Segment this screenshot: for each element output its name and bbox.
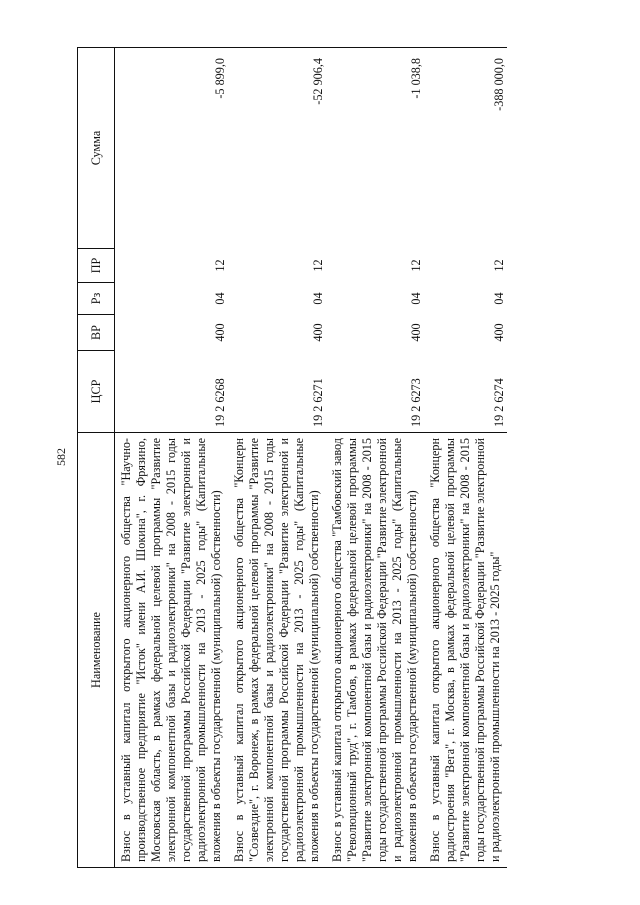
row-vr: 400 xyxy=(409,323,423,342)
row-pr: 12 xyxy=(213,259,227,272)
table-row xyxy=(326,48,424,868)
header-pr: ПР xyxy=(78,249,115,283)
row-vr: 400 xyxy=(311,323,325,342)
row-vr: 400 xyxy=(492,323,506,342)
table-row xyxy=(424,48,507,868)
row-pr: 12 xyxy=(492,259,506,272)
row-name: Взнос в уставный капитал открытого акционерного общества "Тамбовский завод "Революционный труд", г. Тамбов, в рамках федеральной целевой программы "Развитие электронной компонентной базы и радиоэлектроники" на 2008 - 2015 годы государственной программы Российской Федерации "Развитие электронной и радиоэлектронной промышленности на 2013 - 2025 годы" (Капитальные вложения в объекты государственной (муниципальной) собственности) xyxy=(326,433,424,868)
page-number: 582 xyxy=(54,448,68,466)
row-sum: -388 000,0 xyxy=(424,48,507,249)
budget-table xyxy=(77,47,507,868)
row-name: Взнос в уставный капитал открытого акционерного общества "Концерн радиостроения "Вега", г. Москва, в рамках федеральной целевой программы "Развитие электронной компонентной базы и радиоэлектроники" на 2008 - 2015 годы государственной программы Российской Федерации "Развитие электронной и радиоэлектронной промышленности на 2013 - 2025 годы" xyxy=(424,433,507,868)
row-csr: 19 2 6271 xyxy=(311,378,325,427)
row-name: Взнос в уставный капитал открытого акционерного общества "Концерн "Созвездие", г. Воронеж, в рамках федеральной целевой программы "Развитие электронной компонентной базы и радиоэлектроники" на 2008 - 2015 годы государственной программы Российской Федерации "Развитие электронной и радиоэлектронной промышленности на 2013 - 2025 годы" (Капитальные вложения в объекты государственной (муниципальной) собственности) xyxy=(228,433,326,868)
row-pr: 12 xyxy=(311,259,325,272)
row-csr: 19 2 6273 xyxy=(409,378,423,427)
row-csr: 19 2 6274 xyxy=(492,378,506,427)
row-rz: 04 xyxy=(409,292,423,305)
row-vr: 400 xyxy=(213,323,227,342)
header-sum: Сумма xyxy=(78,48,115,249)
table-header xyxy=(78,48,115,868)
header-vr: ВР xyxy=(78,315,115,351)
header-csr: ЦСР xyxy=(78,351,115,433)
rotated-page-content xyxy=(77,48,589,868)
row-sum: -1 038,8 xyxy=(326,48,424,249)
table-body xyxy=(115,48,508,868)
header-rz: Рз xyxy=(78,283,115,315)
table-row xyxy=(115,48,229,868)
row-sum: -52 906,4 xyxy=(228,48,326,249)
row-sum: -5 899,0 xyxy=(115,48,229,249)
row-rz: 04 xyxy=(213,292,227,305)
table-row xyxy=(228,48,326,868)
row-rz: 04 xyxy=(492,292,506,305)
row-pr: 12 xyxy=(409,259,423,272)
row-csr: 19 2 6268 xyxy=(213,378,227,427)
header-name: Наименование xyxy=(78,433,115,868)
row-rz: 04 xyxy=(311,292,325,305)
row-name: Взнос в уставный капитал открытого акционерного общества "Научно-производственное предприятие "Исток" имени А.И. Шокина", г. Фрязино, Московская область, в рамках федеральной целевой программы "Развитие электронной компонентной базы и радиоэлектроники" на 2008 - 2015 годы государственной программы Российской Федерации "Развитие электронной и радиоэлектронной промышленности на 2013 - 2025 годы" (Капитальные вложения в объекты государственной (муниципальной) собственности) xyxy=(115,433,229,868)
